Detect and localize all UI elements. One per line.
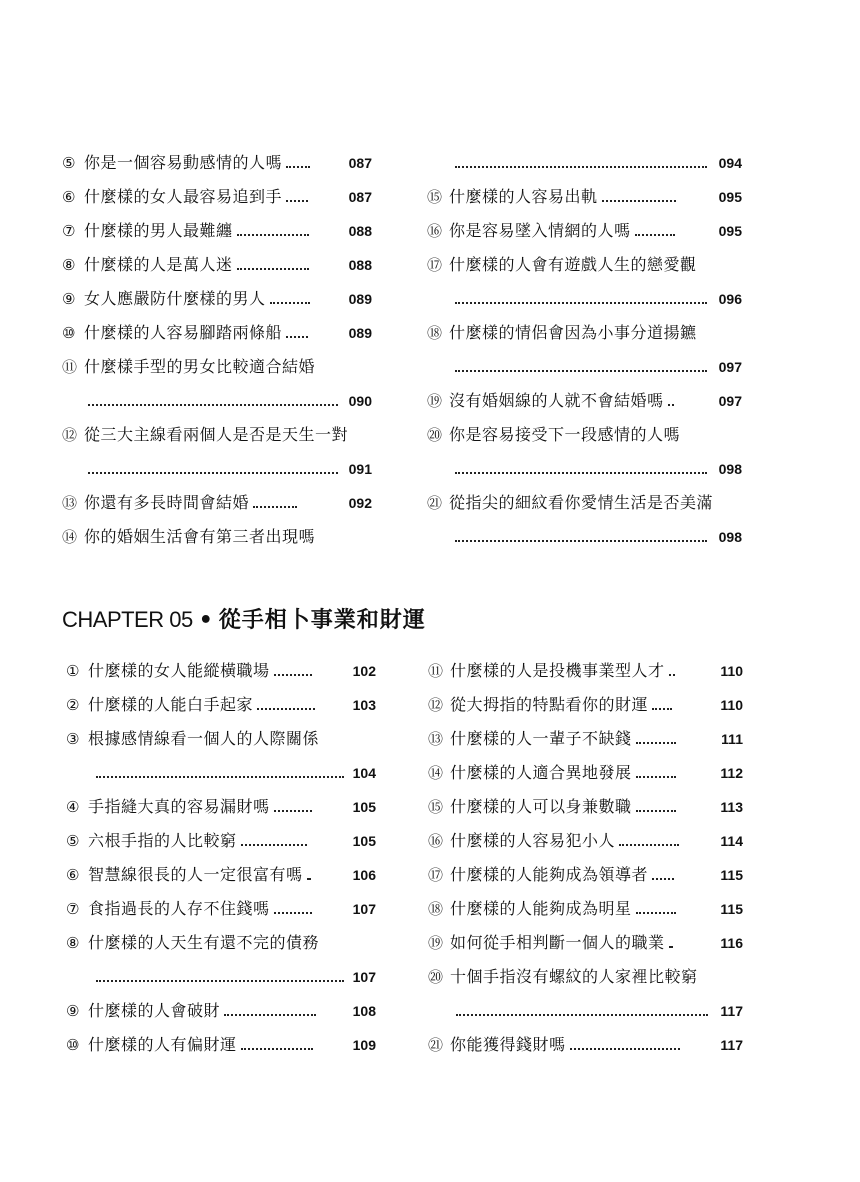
toc-column-bottom-right [428, 654, 743, 1062]
toc-entry[interactable] [62, 316, 372, 350]
toc-entry[interactable] [66, 722, 376, 790]
entry-number: ⑪ [428, 662, 444, 680]
entry-title: 從指尖的細紋看你愛情生活是否美滿 [449, 493, 714, 512]
entry-title: 什麼樣的人是投機事業型人才 [450, 661, 665, 680]
entry-number: ⑤ [66, 832, 80, 850]
toc-entry[interactable] [428, 688, 743, 722]
entry-number: ⑮ [427, 188, 443, 206]
entry-title: 食指過長的人存不住錢嗎 [88, 899, 270, 918]
entry-number: ⑫ [62, 426, 78, 444]
toc-entry[interactable] [66, 654, 376, 688]
toc-entry[interactable] [427, 316, 742, 384]
leader-dots [286, 334, 308, 338]
entry-page: 107 [352, 901, 376, 917]
toc-entry[interactable] [428, 790, 743, 824]
entry-page: 107 [352, 969, 376, 985]
entry-line [428, 960, 743, 994]
toc-entry[interactable] [66, 688, 376, 722]
entry-title: 什麼樣的女人最容易追到手 [84, 187, 283, 206]
entry-number: ⑯ [428, 832, 444, 850]
entry-title: 什麼樣手型的男女比較適合結婚 [84, 357, 316, 376]
entry-page: 092 [348, 495, 372, 511]
entry-page: 117 [720, 1037, 743, 1053]
leader-dots [237, 266, 309, 270]
entry-title: 什麼樣的人能夠成為領導者 [450, 865, 649, 884]
leader-dots [636, 774, 676, 778]
toc-entry[interactable] [428, 926, 743, 960]
entry-title: 什麼樣的人適合異地發展 [450, 763, 632, 782]
entry-page: 103 [352, 697, 376, 713]
entry-page: 094 [718, 155, 742, 171]
entry-title: 如何從手相判斷一個人的職業 [450, 933, 665, 952]
entry-number: ② [66, 696, 80, 714]
entry-continuation [66, 960, 376, 994]
entry-line [62, 418, 372, 452]
leader-dots [88, 470, 338, 474]
entry-page: 108 [352, 1003, 376, 1019]
entry-title: 什麼樣的人一輩子不缺錢 [450, 729, 632, 748]
leader-dots [635, 232, 675, 236]
entry-title: 什麼樣的人容易腳踏兩條船 [84, 323, 283, 342]
entry-number: ⑲ [427, 392, 443, 410]
entry-title: 你是一個容易動感情的人嗎 [84, 153, 283, 172]
entry-title: 什麼樣的人會破財 [88, 1001, 221, 1020]
entry-title: 什麼樣的人容易犯小人 [450, 831, 616, 850]
leader-dots [652, 706, 672, 710]
leader-dots [224, 1012, 316, 1016]
entry-number: ⑯ [427, 222, 443, 240]
entry-page: 110 [720, 663, 743, 679]
chapter-title: 從手相卜事業和財運 [218, 608, 426, 633]
entry-title: 什麼樣的人可以身兼數職 [450, 797, 632, 816]
entry-page: 089 [348, 291, 372, 307]
entry-page: 115 [720, 901, 743, 917]
entry-number: ⑪ [62, 358, 78, 376]
leader-dots [636, 740, 676, 744]
entry-number: ⑳ [427, 426, 443, 444]
entry-title: 根據感情線看一個人的人際關係 [88, 729, 320, 748]
entry-number: ㉑ [428, 1036, 444, 1054]
entry-page: 106 [352, 867, 376, 883]
entry-page: 097 [718, 359, 742, 375]
entry-title: 什麼樣的人能白手起家 [88, 695, 254, 714]
entry-page: 110 [720, 697, 743, 713]
entry-number: ⑥ [62, 188, 76, 206]
entry-line [427, 486, 742, 520]
entry-page: 087 [348, 155, 372, 171]
entry-number: ⑱ [427, 324, 443, 342]
toc-entry[interactable] [62, 248, 372, 282]
entry-number: ⑨ [62, 290, 76, 308]
entry-continuation [66, 756, 376, 790]
leader-dots [455, 538, 707, 542]
leader-dots [455, 368, 707, 372]
entry-number: ⑧ [62, 256, 76, 274]
entry-page: 112 [720, 765, 743, 781]
leader-dots [274, 672, 312, 676]
entry-page: 095 [718, 223, 742, 239]
leader-dots [96, 774, 344, 778]
leader-dots [96, 978, 344, 982]
toc-entry[interactable] [66, 892, 376, 926]
entry-title: 從三大主線看兩個人是否是天生一對 [84, 425, 349, 444]
leader-dots [619, 842, 679, 846]
entry-page: 114 [720, 833, 743, 849]
toc-entry[interactable] [62, 418, 372, 486]
chapter-label: CHAPTER 05 [62, 607, 193, 632]
entry-number: ⑳ [428, 968, 444, 986]
leader-dots [88, 402, 338, 406]
entry-page: 097 [718, 393, 742, 409]
entry-number: ⑧ [66, 934, 80, 952]
leader-dots [669, 944, 673, 948]
entry-page: 088 [348, 223, 372, 239]
entry-continuation [427, 520, 742, 554]
entry-number: ⑰ [428, 866, 444, 884]
entry-number: ⑭ [62, 528, 78, 546]
toc-entry[interactable] [428, 858, 743, 892]
entry-line [427, 248, 742, 282]
toc-entry[interactable] [427, 486, 742, 554]
toc-entry[interactable] [66, 1028, 376, 1062]
entry-page: 091 [348, 461, 372, 477]
entry-page: 104 [352, 765, 376, 781]
entry-title: 什麼樣的人是萬人迷 [84, 255, 233, 274]
entry-title: 手指縫大真的容易漏財嗎 [88, 797, 270, 816]
toc-entry[interactable] [428, 654, 743, 688]
entry-line [62, 350, 372, 384]
leader-dots [636, 808, 676, 812]
toc-entry[interactable] [427, 418, 742, 486]
entry-page: 088 [348, 257, 372, 273]
entry-page: 111 [721, 731, 743, 747]
entry-number: ⑦ [66, 900, 80, 918]
entry-page: 098 [718, 529, 742, 545]
toc-entry[interactable] [427, 248, 742, 316]
toc-entry[interactable] [428, 722, 743, 756]
leader-dots [307, 876, 311, 880]
leader-dots [455, 470, 707, 474]
toc-entry[interactable] [427, 214, 742, 248]
toc-entry[interactable] [428, 824, 743, 858]
toc-entry[interactable] [427, 180, 742, 214]
entry-number: ③ [66, 730, 80, 748]
entry-number: ⑩ [66, 1036, 80, 1054]
chapter-heading [62, 604, 426, 637]
entry-page: 105 [352, 833, 376, 849]
entry-number: ⑦ [62, 222, 76, 240]
entry-page: 098 [718, 461, 742, 477]
toc-entry[interactable] [66, 858, 376, 892]
entry-title: 你還有多長時間會結婚 [84, 493, 250, 512]
entry-continuation [427, 282, 742, 316]
entry-page: 113 [720, 799, 743, 815]
entry-number: ⑱ [428, 900, 444, 918]
entry-page: 105 [352, 799, 376, 815]
entry-line [66, 722, 376, 756]
toc-column-top-right [427, 146, 742, 554]
leader-dots [455, 164, 707, 168]
entry-number: ⑭ [428, 764, 444, 782]
toc-entry[interactable] [428, 756, 743, 790]
leader-dots [274, 808, 312, 812]
entry-page: 089 [348, 325, 372, 341]
leader-dots [286, 198, 308, 202]
entry-number: ⑤ [62, 154, 76, 172]
entry-continuation [427, 452, 742, 486]
entry-title: 什麼樣的人容易出軌 [449, 187, 598, 206]
leader-dots [241, 1046, 313, 1050]
entry-number: ① [66, 662, 80, 680]
entry-title: 你能獲得錢財嗎 [450, 1035, 566, 1054]
entry-line [427, 316, 742, 350]
entry-page: 096 [718, 291, 742, 307]
leader-dots [602, 198, 676, 202]
toc-entry[interactable] [62, 520, 372, 554]
entry-page: 115 [720, 867, 743, 883]
entry-number: ⑬ [62, 494, 78, 512]
entry-continuation[interactable] [427, 146, 742, 180]
entry-page: 087 [348, 189, 372, 205]
entry-title: 什麼樣的男人最難纏 [84, 221, 233, 240]
toc-entry[interactable] [66, 824, 376, 858]
toc-entry[interactable] [62, 282, 372, 316]
entry-continuation [428, 994, 743, 1028]
entry-number: ㉑ [427, 494, 443, 512]
leader-dots [270, 300, 310, 304]
entry-title: 六根手指的人比較窮 [88, 831, 237, 850]
toc-entry[interactable] [66, 994, 376, 1028]
chapter-separator: • [198, 608, 213, 633]
leader-dots [570, 1046, 680, 1050]
toc-entry[interactable] [428, 960, 743, 1028]
entry-title: 什麼樣的情侶會因為小事分道揚鑣 [449, 323, 697, 342]
entry-number: ⑩ [62, 324, 76, 342]
entry-page: 116 [720, 935, 743, 951]
entry-number: ⑮ [428, 798, 444, 816]
toc-column-top-left [62, 146, 372, 554]
leader-dots [253, 504, 297, 508]
toc-entry[interactable] [66, 926, 376, 994]
entry-continuation [427, 350, 742, 384]
entry-number: ⑬ [428, 730, 444, 748]
entry-title: 你是容易墜入情網的人嗎 [449, 221, 631, 240]
toc-entry[interactable] [62, 146, 372, 180]
entry-number: ⑲ [428, 934, 444, 952]
entry-number: ⑰ [427, 256, 443, 274]
toc-entry[interactable] [427, 384, 742, 418]
entry-page: 090 [348, 393, 372, 409]
toc-entry[interactable] [62, 180, 372, 214]
leader-dots [455, 300, 707, 304]
entry-title: 從大拇指的特點看你的財運 [450, 695, 649, 714]
toc-entry[interactable] [62, 214, 372, 248]
toc-entry[interactable] [428, 892, 743, 926]
entry-title: 十個手指沒有螺紋的人家裡比較窮 [450, 967, 698, 986]
entry-continuation [62, 452, 372, 486]
entry-title: 女人應嚴防什麼樣的男人 [84, 289, 266, 308]
entry-page: 095 [718, 189, 742, 205]
entry-title: 什麼樣的人能夠成為明星 [450, 899, 632, 918]
leader-dots [652, 876, 674, 880]
leader-dots [257, 706, 315, 710]
leader-dots [274, 910, 312, 914]
toc-entry[interactable] [62, 486, 372, 520]
entry-number: ⑥ [66, 866, 80, 884]
entry-continuation [62, 384, 372, 418]
entry-title: 什麼樣的人有偏財運 [88, 1035, 237, 1054]
leader-dots [237, 232, 309, 236]
leader-dots [286, 164, 310, 168]
entry-page: 102 [352, 663, 376, 679]
entry-page: 109 [352, 1037, 376, 1053]
entry-line [66, 926, 376, 960]
toc-entry[interactable] [428, 1028, 743, 1062]
toc-column-bottom-left [66, 654, 376, 1062]
leader-dots [636, 910, 676, 914]
entry-title: 什麼樣的人會有遊戲人生的戀愛觀 [449, 255, 697, 274]
leader-dots [668, 402, 674, 406]
entry-number: ⑫ [428, 696, 444, 714]
entry-title: 智慧線很長的人一定很富有嗎 [88, 865, 303, 884]
entry-title: 什麼樣的女人能縱橫職場 [88, 661, 270, 680]
entry-title: 你是容易接受下一段感情的人嗎 [449, 425, 681, 444]
toc-entry[interactable] [62, 350, 372, 418]
leader-dots [669, 672, 675, 676]
entry-title: 沒有婚姻線的人就不會結婚嗎 [449, 391, 664, 410]
entry-number: ④ [66, 798, 80, 816]
leader-dots [456, 1012, 708, 1016]
entry-line [427, 418, 742, 452]
leader-dots [241, 842, 307, 846]
entry-number: ⑨ [66, 1002, 80, 1020]
entry-title: 你的婚姻生活會有第三者出現嗎 [84, 527, 316, 546]
toc-entry[interactable] [66, 790, 376, 824]
entry-page: 117 [720, 1003, 743, 1019]
entry-title: 什麼樣的人天生有還不完的債務 [88, 933, 320, 952]
